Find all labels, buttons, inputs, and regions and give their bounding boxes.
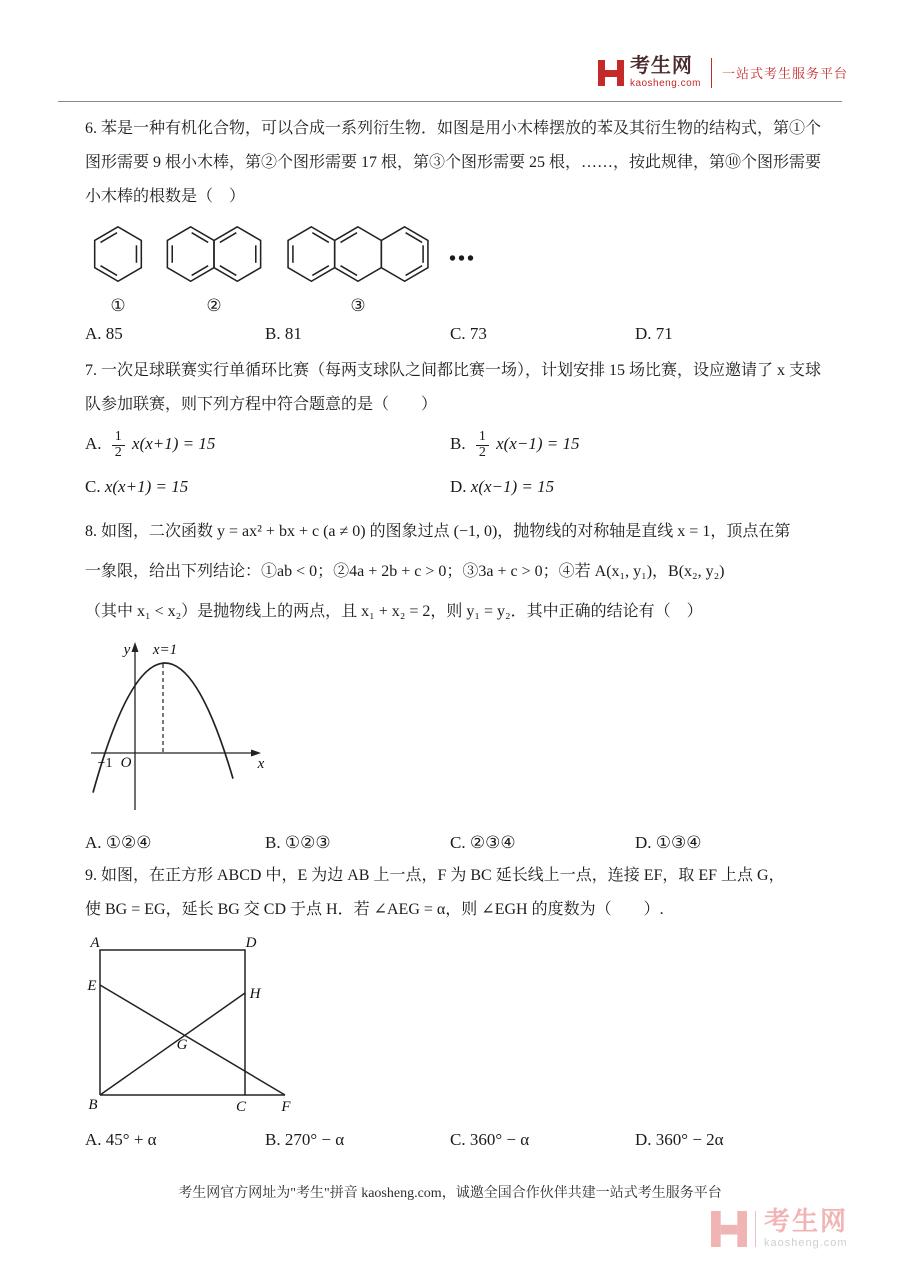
q9-line-2: 使 BG = EG，延长 BG 交 CD 于点 H．若 ∠AEG = α，则 ∠EGH 的度数为（ ）. (85, 901, 664, 918)
q7-options-row-1 (85, 422, 827, 468)
q8-line-2: 一象限，给出下列结论：①ab < 0；②4a + 2b + c > 0；③3a + c > 0；④若 A(x₁, y₁)，B(x₂, y₂) (85, 563, 725, 580)
watermark-divider (755, 1211, 756, 1247)
q7-option-c (85, 477, 450, 497)
logo-domain-text: kaosheng.com (629, 78, 701, 89)
parabola-graph (85, 638, 280, 820)
header-rule (58, 101, 842, 102)
question-7 (85, 354, 827, 506)
watermark-domain-text: kaosheng.com (763, 1237, 848, 1249)
q7-option-d (450, 477, 827, 497)
q6-figure-label-1: ① (110, 296, 126, 315)
q6-option-d: D. 71 (635, 324, 673, 343)
q6-figure-label-3: ③ (350, 296, 366, 315)
point-d-label: D (245, 935, 257, 951)
point-b-label: B (88, 1097, 98, 1113)
anthracene-rings-icon (279, 222, 437, 290)
q7-line-2: 队参加联赛，则下列方程中符合题意的是（ ） (85, 396, 438, 413)
q6-structure-figures (87, 222, 827, 316)
q8-line-3: （其中 x₁ < x₂）是抛物线上的两点，且 x₁ + x₂ = 2，则 y₁ = y₂．其中正确的结论有（ ） (85, 603, 703, 620)
q9-option-c: C. 360° − α (450, 1130, 530, 1149)
q7-line-1: 7. 一次足球联赛实行单循环比赛（每两支球队之间都比赛一场），计划安排 15 场比赛，设应邀请了 x 支球 (85, 362, 822, 379)
point-e-label: E (87, 978, 97, 994)
q7-option-a-expr: x(x+1) = 15 (132, 433, 216, 453)
ellipsis-dots: ••• (449, 248, 477, 270)
q7-option-c-label: C. (85, 477, 101, 496)
q7-option-c-expr: x(x+1) = 15 (104, 477, 189, 496)
q8-options (85, 833, 827, 853)
q9-line-1: 9. 如图，在正方形 ABCD 中，E 为边 AB 上一点，F 为 BC 延长线上一点，连接 EF，取 EF 上点 G， (85, 867, 785, 884)
q8-option-d: D. ①③④ (635, 833, 702, 852)
y-axis-label: y (123, 642, 131, 658)
q7-option-a (85, 430, 450, 460)
q9-option-a: A. 45° + α (85, 1130, 157, 1149)
symmetry-axis-label: x=1 (152, 642, 178, 658)
logo-divider (711, 58, 712, 88)
q9-option-d: D. 360° − 2α (635, 1130, 724, 1149)
square-geometry-figure (85, 935, 335, 1117)
q6-line-2: 图形需要 9 根小木棒，第②个图形需要 17 根，第③个图形需要 25 根，……，按此规律，第⑩个图形需要 (85, 154, 822, 171)
naphthalene-rings-icon (159, 222, 269, 290)
x-axis-label: x (257, 756, 265, 772)
q8-line-1: 8. 如图，二次函数 y = ax² + bx + c (a ≠ 0) 的图象过点 (−1, 0)，抛物线的对称轴是直线 x = 1，顶点在第 (85, 523, 791, 540)
q7-option-a-label: A. (85, 433, 102, 453)
origin-label: O (120, 755, 132, 771)
q6-line-3: 小木棒的根数是（ ） (85, 188, 246, 205)
q8-option-a: A. ①②④ (85, 833, 152, 852)
logo-tagline: 一站式考生服务平台 (721, 66, 848, 81)
point-f-label: F (281, 1099, 291, 1115)
point-g-label: G (176, 1037, 188, 1053)
q8-option-b: B. ①②③ (265, 833, 331, 852)
q7-option-b (450, 430, 827, 460)
question-9 (85, 859, 827, 1150)
point-c-label: C (235, 1099, 247, 1115)
q7-option-b-expr: x(x−1) = 15 (496, 433, 580, 453)
footer-slogan: 考生网官方网址为"考生"拼音 kaosheng.com，诚邀全国合作伙伴共建一站式考生服务平台 (178, 1186, 722, 1201)
benzene-ring-icon (87, 222, 149, 290)
neg-one-tick-label: −1 (97, 756, 113, 771)
logo-brand-text: 考生网 (629, 55, 693, 77)
footer-watermark-logo (711, 1208, 848, 1249)
q6-option-c: C. 73 (450, 324, 487, 343)
q9-square-figure (85, 935, 827, 1122)
q9-options (85, 1130, 827, 1150)
q7-option-b-label: B. (450, 433, 466, 453)
q6-line-1: 6. 苯是一种有机化合物，可以合成一系列衍生物．如图是用小木棒摆放的苯及其衍生物的结构式，第①个 (85, 120, 822, 137)
q6-options (85, 324, 827, 344)
q7-options-row-2 (85, 468, 827, 506)
q6-figure-label-2: ② (206, 296, 222, 315)
benzene-figure (87, 222, 149, 316)
point-h-label: H (249, 986, 261, 1002)
question-6 (85, 112, 827, 344)
q6-option-a: A. 85 (85, 324, 123, 343)
q8-parabola-figure (85, 638, 827, 825)
q7-option-d-label: D. (450, 477, 467, 496)
question-8 (85, 512, 827, 853)
watermark-brand-text: 考生网 (763, 1206, 848, 1236)
q8-option-c: C. ②③④ (450, 833, 516, 852)
kaosheng-h-icon (598, 60, 624, 86)
q7-option-d-expr: x(x−1) = 15 (470, 477, 555, 496)
fraction: $\frac{1}{2}$ (112, 430, 125, 460)
anthracene-figure (279, 222, 437, 316)
logo-block (598, 56, 701, 89)
q6-option-b: B. 81 (265, 324, 302, 343)
kaosheng-h-watermark-icon (711, 1211, 747, 1247)
fraction: $\frac{1}{2}$ (476, 430, 489, 460)
paper-content (85, 112, 827, 1150)
site-logo (598, 56, 848, 89)
point-a-label: A (90, 935, 100, 951)
q9-option-b: B. 270° − α (265, 1130, 345, 1149)
naphthalene-figure (159, 222, 269, 316)
